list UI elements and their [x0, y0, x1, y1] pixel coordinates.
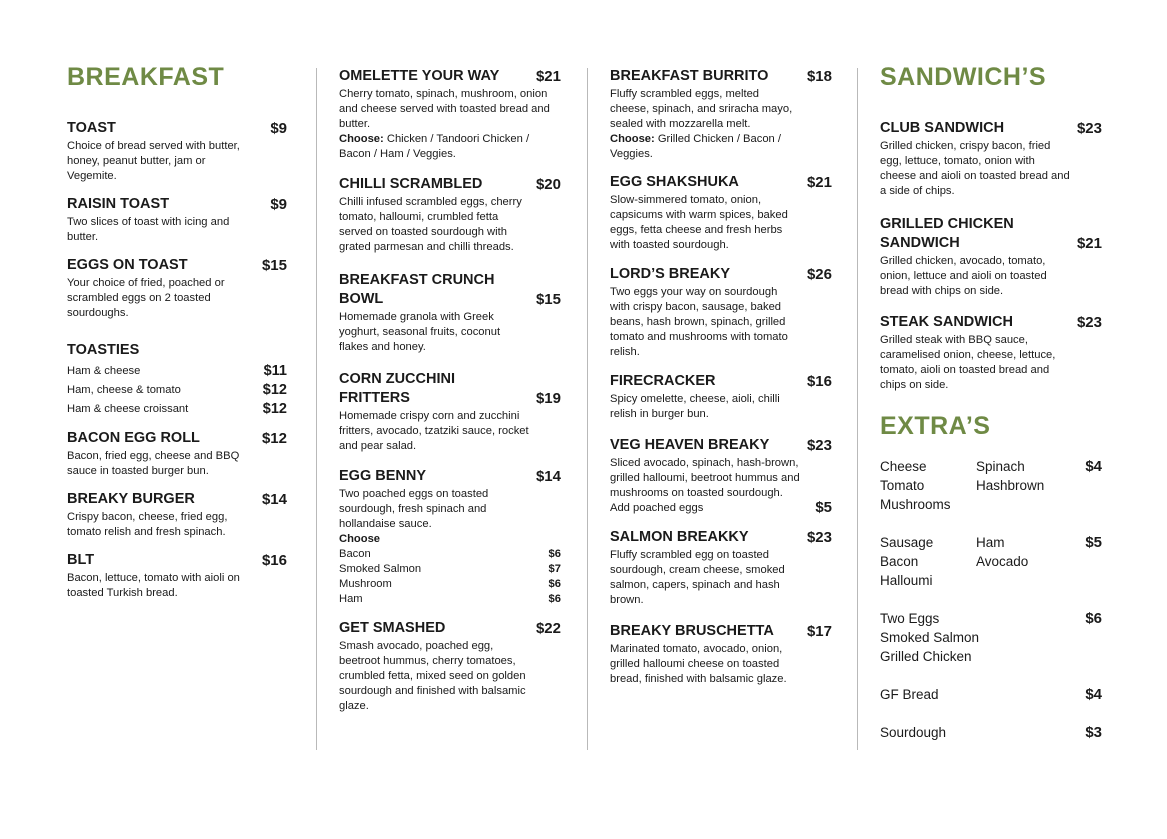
menu-item-breakfast-burrito	[610, 67, 832, 162]
extras-group: Two Eggs Smoked Salmon Grilled Chicken $6	[880, 610, 1102, 664]
menu-item-steak-sandwich	[880, 313, 1102, 393]
item-price: $18	[806, 68, 832, 85]
item-price: $14	[261, 491, 287, 508]
item-price: $22	[535, 620, 561, 637]
option-row: Ham $6	[339, 593, 561, 605]
extras-price: $4	[1085, 686, 1102, 703]
menu-item-grilled-chicken-sandwich	[880, 215, 1102, 299]
menu-item-blt	[67, 551, 287, 601]
option-row: Mushroom $6	[339, 578, 561, 590]
item-name: BREAKFAST CRUNCH BOWL	[339, 272, 495, 307]
menu-item-breaky-burger	[67, 490, 287, 540]
item-description: Two poached eggs on toasted sourdough, fresh spinach and hollandaise sauce.	[339, 488, 489, 530]
item-description: Grilled chicken, avocado, tomato, onion, lettuce and aioli on toasted bread with chips on side.	[880, 255, 1047, 297]
item-description: Smash avocado, poached egg, beetroot hummus, cherry tomatoes, crumbled fetta, mixed seed on golden sourdough and finished with balsamic glaze.	[339, 640, 526, 712]
item-price: $16	[261, 552, 287, 569]
item-price: $9	[270, 120, 287, 137]
item-description: Homemade crispy corn and zucchini fritters, avocado, tzatziki sauce, rocket and pear salad.	[339, 410, 529, 452]
menu-item-egg-benny	[339, 467, 561, 607]
item-description: Homemade granola with Greek yoghurt, seasonal fruits, coconut flakes and honey.	[339, 311, 501, 353]
menu-item-breaky-bruschetta	[610, 622, 832, 687]
item-price: $12	[261, 430, 287, 447]
menu-item-lords-breaky	[610, 265, 832, 360]
item-name: SALMON BREAKKY	[610, 529, 749, 545]
choose-label: Choose	[339, 533, 381, 545]
item-name: LORD’S BREAKY	[610, 266, 731, 282]
extras-group: Sausage Bacon Halloumi Ham Avocado $5	[880, 534, 1102, 588]
item-price: $9	[270, 196, 287, 213]
item-description: Your choice of fried, poached or scrambled eggs on 2 toasted sourdoughs.	[67, 277, 225, 319]
item-description: Fluffy scrambled eggs, melted cheese, spinach, and sriracha mayo, sealed with mozzarella melt. Choose: Grilled Chicken / Bacon / Veggies.	[610, 88, 793, 160]
item-description: Two eggs your way on sourdough with crispy bacon, sausage, baked beans, hash brown, spinach, grilled tomato and mushrooms with tomato relish.	[610, 286, 788, 358]
menu-item-club-sandwich	[880, 119, 1102, 199]
extras-price: $3	[1085, 724, 1102, 741]
item-name: EGG BENNY	[339, 468, 427, 484]
item-description: Slow-simmered tomato, onion, capsicums with warm spices, baked eggs, fetta cheese and fresh herbs with toasted sourdough.	[610, 194, 788, 251]
item-name: EGG SHAKSHUKA	[610, 174, 739, 190]
item-price: $23	[806, 437, 832, 454]
item-name: BREAKFAST BURRITO	[610, 68, 769, 84]
item-name: GRILLED CHICKEN SANDWICH	[880, 216, 1014, 251]
menu-item-eggs-on-toast	[67, 256, 287, 321]
menu-item-chilli-scrambled	[339, 175, 561, 255]
column-divider	[587, 68, 588, 750]
breakfast-column	[67, 58, 287, 601]
item-price: $23	[1076, 120, 1102, 137]
item-name: BLT	[67, 552, 95, 568]
breakfast-column-3	[610, 67, 832, 687]
item-name: BREAKY BRUSCHETTA	[610, 623, 774, 639]
item-description: Bacon, fried egg, cheese and BBQ sauce in toasted burger bun.	[67, 450, 240, 477]
item-price: $19	[535, 390, 561, 407]
extras-price: $4	[1085, 458, 1102, 475]
item-price: $21	[535, 68, 561, 85]
breakfast-column-2	[339, 67, 561, 714]
menu-item-toasties	[67, 341, 287, 419]
extras-group: Sourdough $3	[880, 724, 1102, 741]
option-row: Bacon $6	[339, 548, 561, 560]
item-description: Grilled chicken, crispy bacon, fried egg, lettuce, tomato, onion with cheese and aioli on toasted bread and a side of chips.	[880, 140, 1070, 197]
item-price: $26	[806, 266, 832, 283]
menu-item-veg-heaven-breaky	[610, 436, 832, 516]
item-description: Choice of bread served with butter, honey, peanut butter, jam or Vegemite.	[67, 140, 240, 182]
item-description: Sliced avocado, spinach, hash-brown, grilled halloumi, beetroot hummus and mushrooms on toasted sourdough. Add poached eggs	[610, 457, 800, 514]
item-description: Chilli infused scrambled eggs, cherry tomato, halloumi, crumbled fetta served on toasted sourdough with grated parmesan and chilli threads.	[339, 196, 522, 253]
item-name: CHILLI SCRAMBLED	[339, 176, 483, 192]
item-price: $14	[535, 468, 561, 485]
option-row: Smoked Salmon $7	[339, 563, 561, 575]
item-name: OMELETTE YOUR WAY	[339, 68, 500, 84]
extras-group: GF Bread $4	[880, 686, 1102, 703]
menu-item-get-smashed	[339, 619, 561, 714]
item-price: $15	[261, 257, 287, 274]
item-description: Cherry tomato, spinach, mushroom, onion and cheese served with toasted bread and butter. Choose: Chicken / Tandoori Chicken / Bacon / Ham / Veggies.	[339, 88, 550, 160]
item-name: BREAKY BURGER	[67, 491, 195, 507]
item-description: Bacon, lettuce, tomato with aioli on toasted Turkish bread.	[67, 572, 240, 599]
item-name: BACON EGG ROLL	[67, 430, 200, 446]
item-description: Grilled steak with BBQ sauce, caramelised onion, cheese, lettuce, tomato, aioli on toasted bread and chips on side.	[880, 334, 1056, 391]
extras-price: $6	[1085, 610, 1102, 627]
menu-item-corn-zucchini-fritters	[339, 370, 561, 454]
item-price: $23	[1076, 314, 1102, 331]
section-title-breakfast: BREAKFAST	[67, 63, 225, 91]
extras-group: Cheese Tomato Mushrooms Spinach Hashbrown $4	[880, 458, 1102, 512]
item-name: CORN ZUCCHINI FRITTERS	[339, 371, 455, 406]
item-description: Fluffy scrambled egg on toasted sourdough, cream cheese, smoked salmon, capers, spinach and hash brown.	[610, 549, 785, 606]
toastie-row: Ham & cheese croissant $12	[67, 401, 287, 417]
menu-item-raisin-toast	[67, 195, 287, 245]
item-name: VEG HEAVEN BREAKY	[610, 437, 770, 453]
item-description: Crispy bacon, cheese, fried egg, tomato relish and fresh spinach.	[67, 511, 228, 538]
item-price: $15	[535, 291, 561, 308]
menu-item-toast	[67, 119, 287, 184]
item-name: CLUB SANDWICH	[880, 120, 1005, 136]
toastie-row: Ham & cheese $11	[67, 363, 287, 379]
menu-item-egg-shakshuka	[610, 173, 832, 253]
menu-item-breakfast-crunch-bowl	[339, 271, 561, 355]
extras-price: $5	[1085, 534, 1102, 551]
item-name: STEAK SANDWICH	[880, 314, 1013, 330]
menu-item-salmon-breakky	[610, 528, 832, 608]
sandwiches-column	[880, 58, 1102, 742]
item-price: $21	[806, 174, 832, 191]
menu-item-omelette	[339, 67, 561, 162]
section-title-sandwiches: SANDWICH’S	[880, 63, 1047, 91]
item-price: $17	[806, 623, 832, 640]
menu-item-bacon-egg-roll	[67, 429, 287, 479]
item-name: RAISIN TOAST	[67, 196, 170, 212]
item-name: TOAST	[67, 120, 116, 136]
item-name: EGGS ON TOAST	[67, 257, 188, 273]
section-title-extras: EXTRA’S	[880, 412, 991, 440]
menu-item-firecracker	[610, 372, 832, 422]
item-description: Spicy omelette, cheese, aioli, chilli relish in burger bun.	[610, 393, 780, 420]
item-name: TOASTIES	[67, 342, 140, 358]
column-divider	[316, 68, 317, 750]
add-on-price: $5	[815, 499, 832, 516]
item-description: Marinated tomato, avocado, onion, grilled halloumi cheese on toasted bread, finished with balsamic glaze.	[610, 643, 787, 685]
item-price: $23	[806, 529, 832, 546]
item-description: Two slices of toast with icing and butter.	[67, 216, 230, 243]
toastie-row: Ham, cheese & tomato $12	[67, 382, 287, 398]
item-price: $16	[806, 373, 832, 390]
item-price: $20	[535, 176, 561, 193]
item-name: GET SMASHED	[339, 620, 446, 636]
item-name: FIRECRACKER	[610, 373, 716, 389]
column-divider	[857, 68, 858, 750]
item-price: $21	[1076, 235, 1102, 252]
